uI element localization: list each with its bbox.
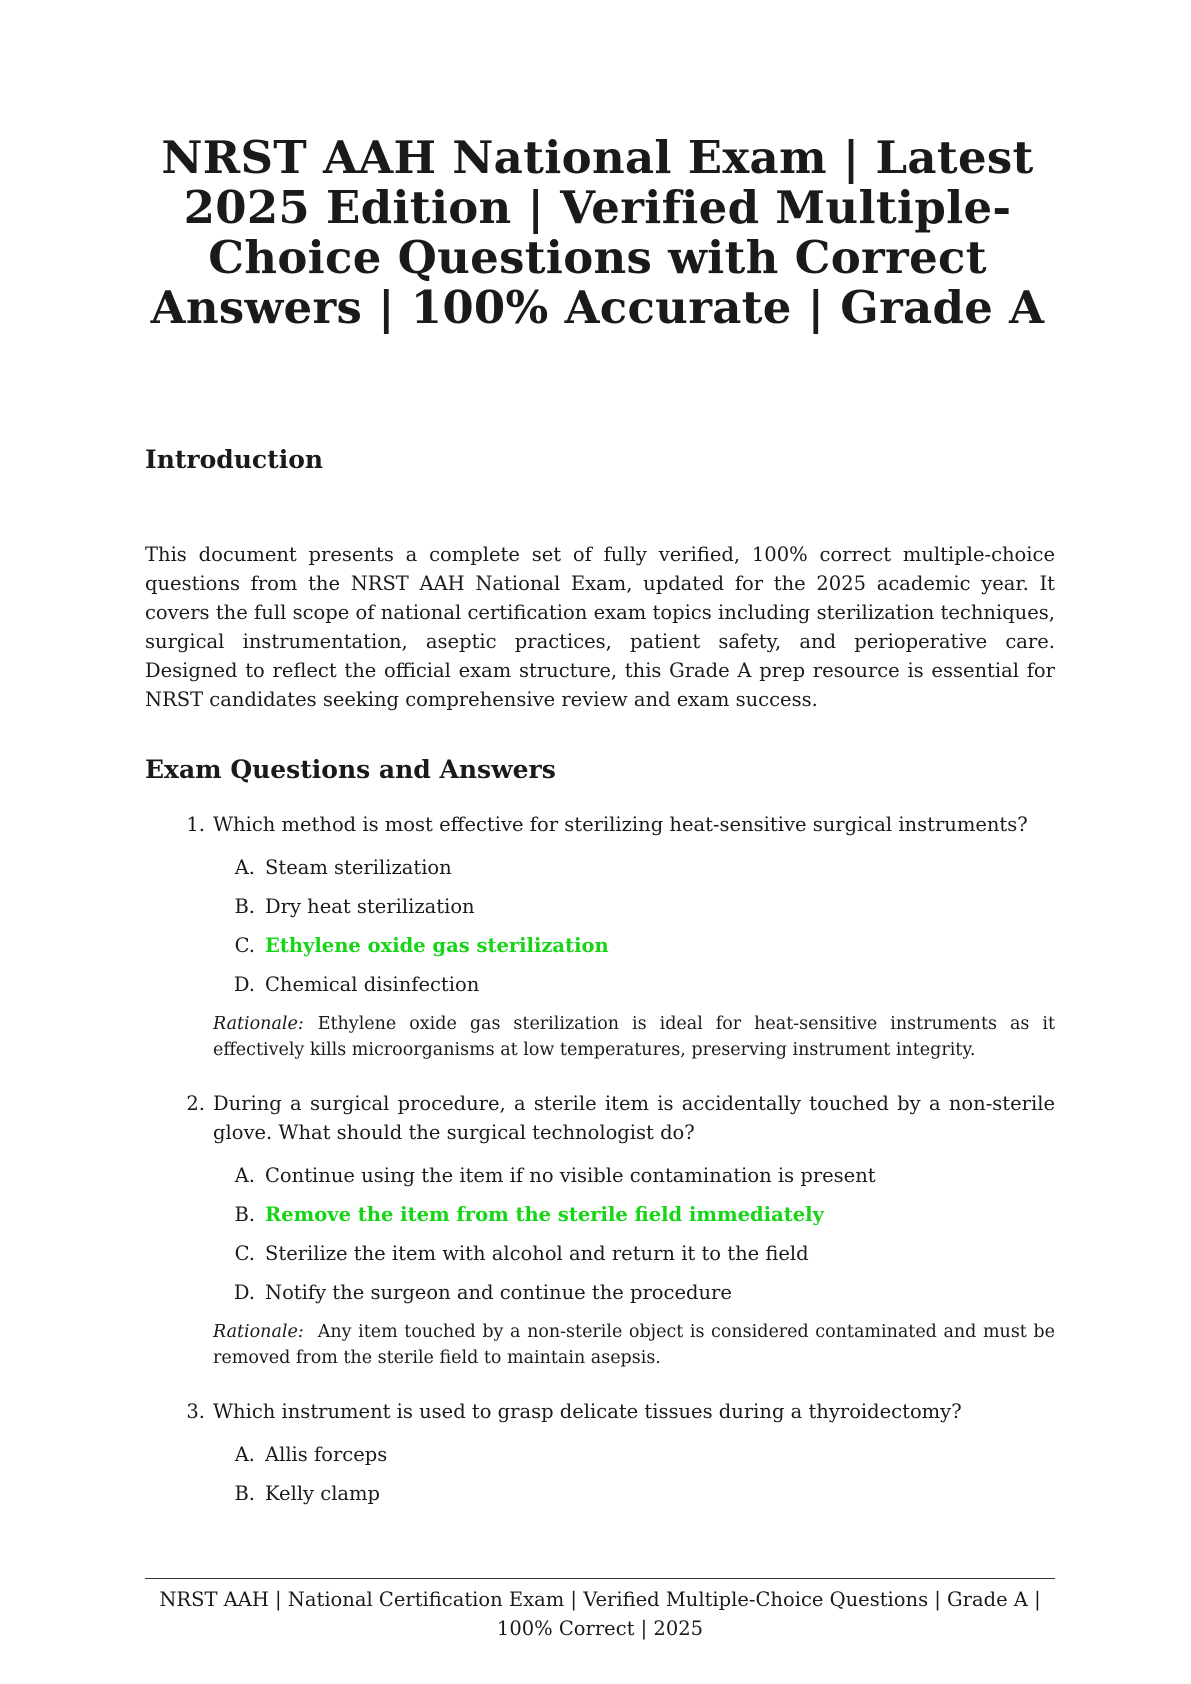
footer-divider [145, 1578, 1055, 1579]
option-text: Sterilize the item with alcohol and return it to the field [265, 1242, 809, 1265]
option-text: Dry heat sterilization [265, 895, 475, 918]
option-a [213, 1161, 1055, 1190]
question-2 [145, 1089, 1055, 1397]
page-footer: NRST AAH | National Certification Exam | Verified Multiple-Choice Questions | Grade A | 100% Correct | 2025 [159, 1588, 1041, 1640]
question-body [213, 1089, 1055, 1397]
option-a [213, 1440, 1055, 1469]
option-text: Allis forceps [265, 1443, 388, 1466]
option-c [213, 1239, 1055, 1268]
rationale [213, 1011, 1055, 1063]
option-letter: C. [234, 1242, 255, 1265]
rationale-text: Ethylene oxide gas sterilization is ideal for heat-sensitive instruments as it effectively kills microorganisms at low temperatures, preserving instrument integrity. [213, 1014, 1055, 1060]
rationale-text: Any item touched by a non-sterile object is considered contaminated and must be removed from the sterile field to maintain asepsis. [213, 1322, 1055, 1368]
intro-paragraph: This document presents a complete set of fully verified, 100% correct multiple-choice questions from the NRST AAH National Exam, updated for the 2025 academic year. It covers the full scope of national certification exam topics including sterilization techniques, surgical instrumentation, aseptic practices, patient safety, and perioperative care. Designed to reflect the official exam structure, this Grade A prep resource is essential for NRST candidates seeking comprehensive review and exam success. [145, 543, 1055, 711]
option-text: Chemical disinfection [265, 973, 480, 996]
question-number: 3. [186, 1400, 205, 1423]
question-list [145, 810, 1055, 1518]
question-body [213, 810, 1055, 1089]
option-a [213, 853, 1055, 882]
question-text: During a surgical procedure, a sterile item is accidentally touched by a non-sterile glove. What should the surgical technologist do? [213, 1092, 1055, 1144]
document-title: NRST AAH National Exam | Latest 2025 Edition | Verified Multiple-Choice Questions with Correct Answers | 100% Accurate | Grade A [150, 131, 1045, 334]
exam-heading: Exam Questions and Answers [145, 755, 556, 784]
option-text: Continue using the item if no visible contamination is present [265, 1164, 876, 1187]
rationale-label: Rationale: [213, 1322, 304, 1342]
question-3 [145, 1397, 1055, 1518]
option-letter: A. [234, 856, 255, 879]
question-number: 1. [186, 813, 205, 836]
option-letter: B. [234, 895, 255, 918]
answer-options [213, 853, 1055, 999]
option-text: Notify the surgeon and continue the procedure [265, 1281, 732, 1304]
correct-answer-text: Ethylene oxide gas sterilization [265, 934, 609, 957]
option-text: Kelly clamp [265, 1482, 381, 1505]
correct-answer-text: Remove the item from the sterile field immediately [265, 1203, 824, 1226]
intro-heading: Introduction [145, 445, 324, 474]
rationale-label: Rationale: [213, 1014, 304, 1034]
question-1 [145, 810, 1055, 1089]
option-letter: C. [234, 934, 255, 957]
rationale [213, 1319, 1055, 1371]
option-letter: B. [234, 1482, 255, 1505]
question-text: Which method is most effective for sterilizing heat-sensitive surgical instruments? [213, 813, 1028, 836]
option-d [213, 1278, 1055, 1307]
option-letter: D. [233, 973, 255, 996]
option-b [213, 892, 1055, 921]
option-letter: A. [234, 1164, 255, 1187]
option-letter: A. [234, 1443, 255, 1466]
question-text: Which instrument is used to grasp delicate tissues during a thyroidectomy? [213, 1400, 962, 1423]
question-body [213, 1397, 1055, 1518]
option-text: Steam sterilization [265, 856, 452, 879]
question-number: 2. [186, 1092, 205, 1115]
answer-options [213, 1440, 1055, 1508]
option-d [213, 970, 1055, 999]
option-b [213, 1479, 1055, 1508]
option-b-correct [213, 1200, 1055, 1229]
option-letter: B. [234, 1203, 255, 1226]
answer-options [213, 1161, 1055, 1307]
option-c-correct [213, 931, 1055, 960]
option-letter: D. [233, 1281, 255, 1304]
